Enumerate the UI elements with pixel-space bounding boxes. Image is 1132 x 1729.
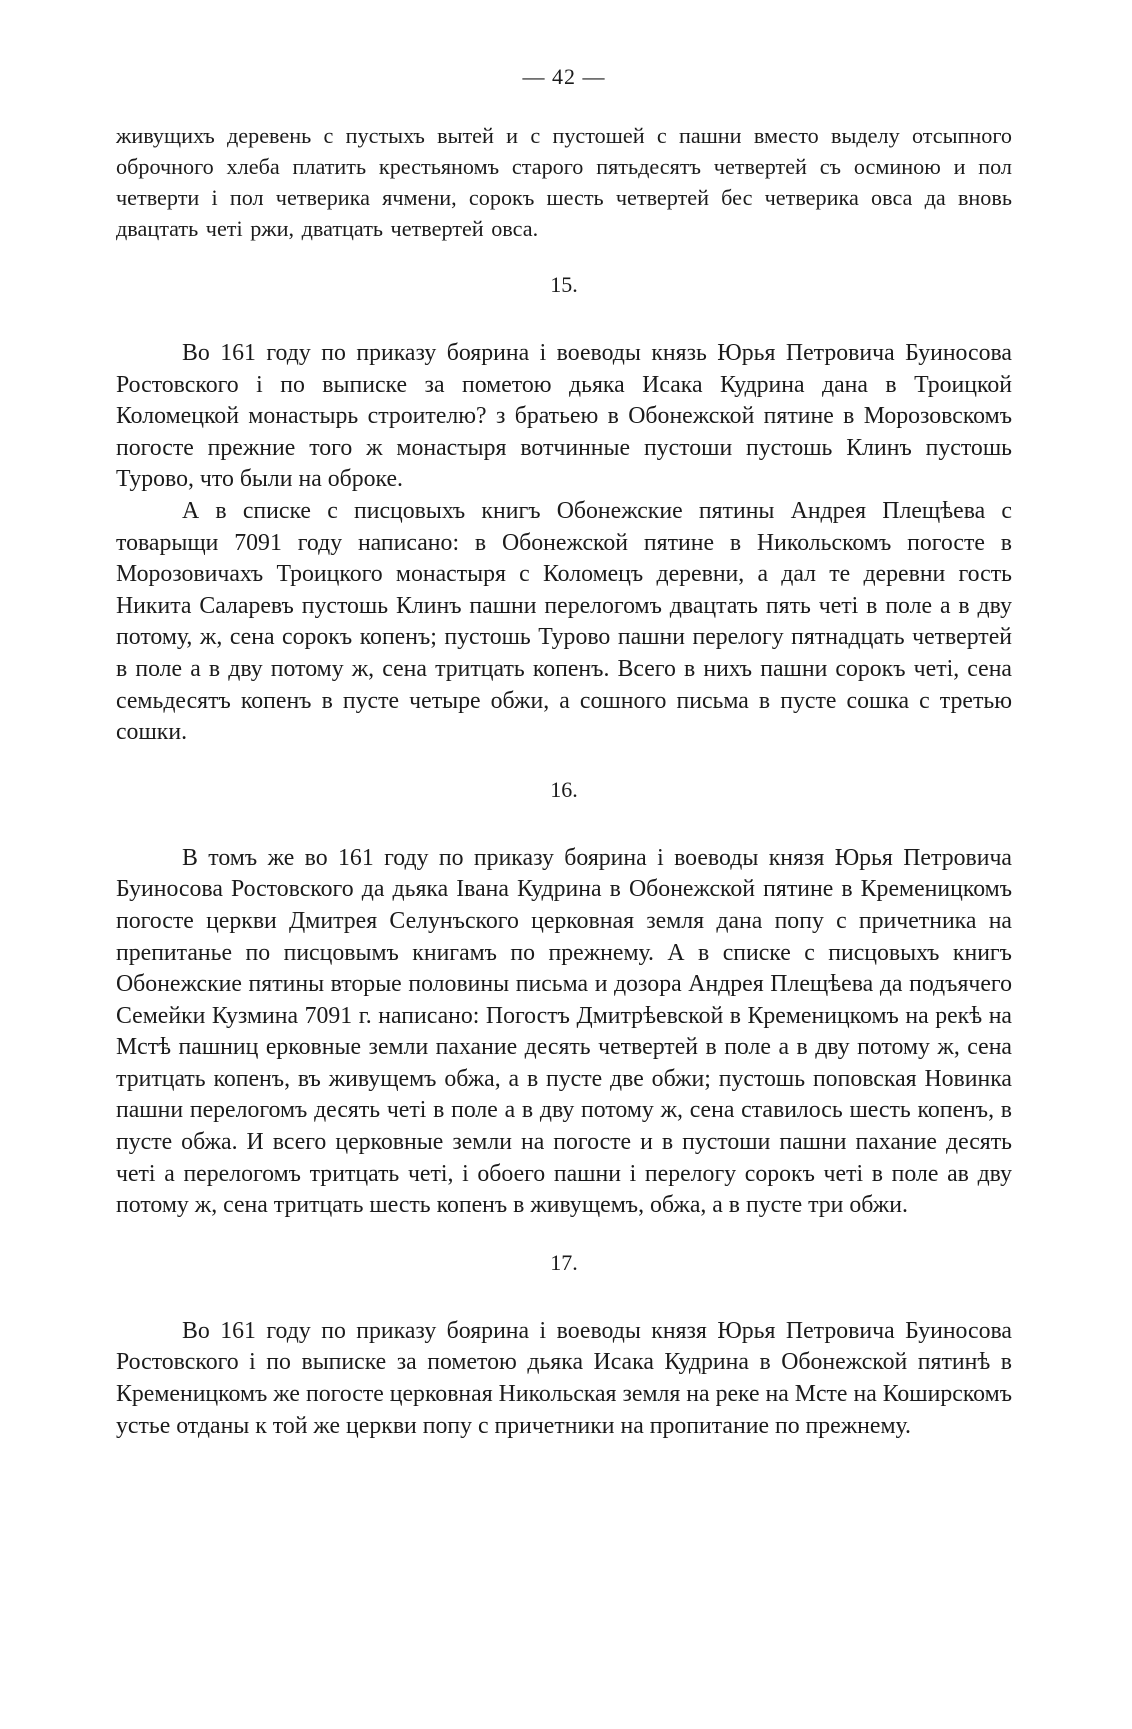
section-number: 17. [550,1249,578,1275]
section-15 [116,270,1012,749]
section-16 [116,775,1012,1222]
section-number: 15. [550,272,578,297]
document-page [116,62,1012,1442]
section-17 [116,1248,1012,1442]
page-number: — 42 — [522,64,606,89]
section-15-paragraph-2: А в списке с писцовыхъ книгъ Обонежские пятины Андрея Плещѣева с товарыщи 7091 году написано: в Обонежской пятине в Никольскомъ погосте в Морозовичахъ Троицкого монастыря с Коломецъ деревни, а дал те деревни гость Никита Саларевъ пустошь Клинъ пашни перелогомъ двацтать пять четі в поле а в дву потому, ж, сена сорокъ копенъ; пустошь Турово пашни перелогу пятнадцать четвертей в поле а в дву потому ж, сена тритцать копенъ. Всего в нихъ пашни сорокъ четі, сена семьдесятъ копенъ в пусте четыре обжи, а сошного письма в пусте сошка с третью сошки. [116,497,1012,746]
section-15-paragraph-1: Во 161 году по приказу боярина і воеводы князь Юрья Петровича Буиносова Ростовского і по выписке за пометою дьяка Исака Кудрина дана в Троицкой Коломецкой монастырь строителю? з братьею в Обонежской пятине в Морозовскомъ погосте прежние того ж монастыря вотчинные пустоши пустошь Клинъ пустошь Турово, что были на оброке. [116,340,1012,493]
intro-paragraph: живущихъ деревень с пустыхъ вытей и с пустошей с пашни вместо выделу отсыпного оброчного хлеба платить крестьяномъ старого пятьдесятъ четвертей съ осминою и пол четверти і пол четверика ячмени, сорокъ шесть четвертей бес четверика овса да вновь двацтать четі ржи, дватцать четвертей овса. [116,123,1012,241]
section-17-paragraph-1: Во 161 году по приказу боярина і воеводы князя Юрья Петровича Буиносова Ростовского і по выписке за пометою дьяка Исака Кудрина в Обонежской пятинѣ в Кременицкомъ же погосте церковная Никольская земля на реке на Мсте на Коширскомъ устье отданы к той же церкви попу с причетники на пропитание по прежнему. [116,1317,1012,1439]
section-number: 16. [550,776,578,802]
section-16-paragraph-1: В томъ же во 161 году по приказу боярина і воеводы князя Юрья Петровича Буиносова Ростовского да дьяка Івана Кудрина в Обонежской пятине в Кременицкомъ погосте церкви Дмитрея Селунъского церковная земля дана попу с причетника на препитанье по писцовымъ книгамъ по прежнему. А в списке с писцовыхъ книгъ Обонежские пятины вторые половины письма и дозора Андрея Плещѣева да подъячего Семейки Кузмина 7091 г. написано: Погостъ Дмитрѣевской в Кременицкомъ на рекѣ на Мстѣ пашниц ерковные земли пахание десять четвертей в поле а в дву потому ж, сена тритцать копенъ, въ живущемъ обжа, а в пусте две обжи; пустошь поповская Новинка пашни перелогомъ десять четі в поле а в дву потому ж, сена ставилось шесть копенъ, в пусте обжа. И всего церковные земли на погосте и в пустоши пашни пахание десять четі а перелогомъ тритцать четі, і обоего пашни і перелогу сорокъ четі в поле ав дву потому ж, сена тритцать шесть копенъ в живущемъ, обжа, а в пусте три обжи. [116,844,1012,1219]
